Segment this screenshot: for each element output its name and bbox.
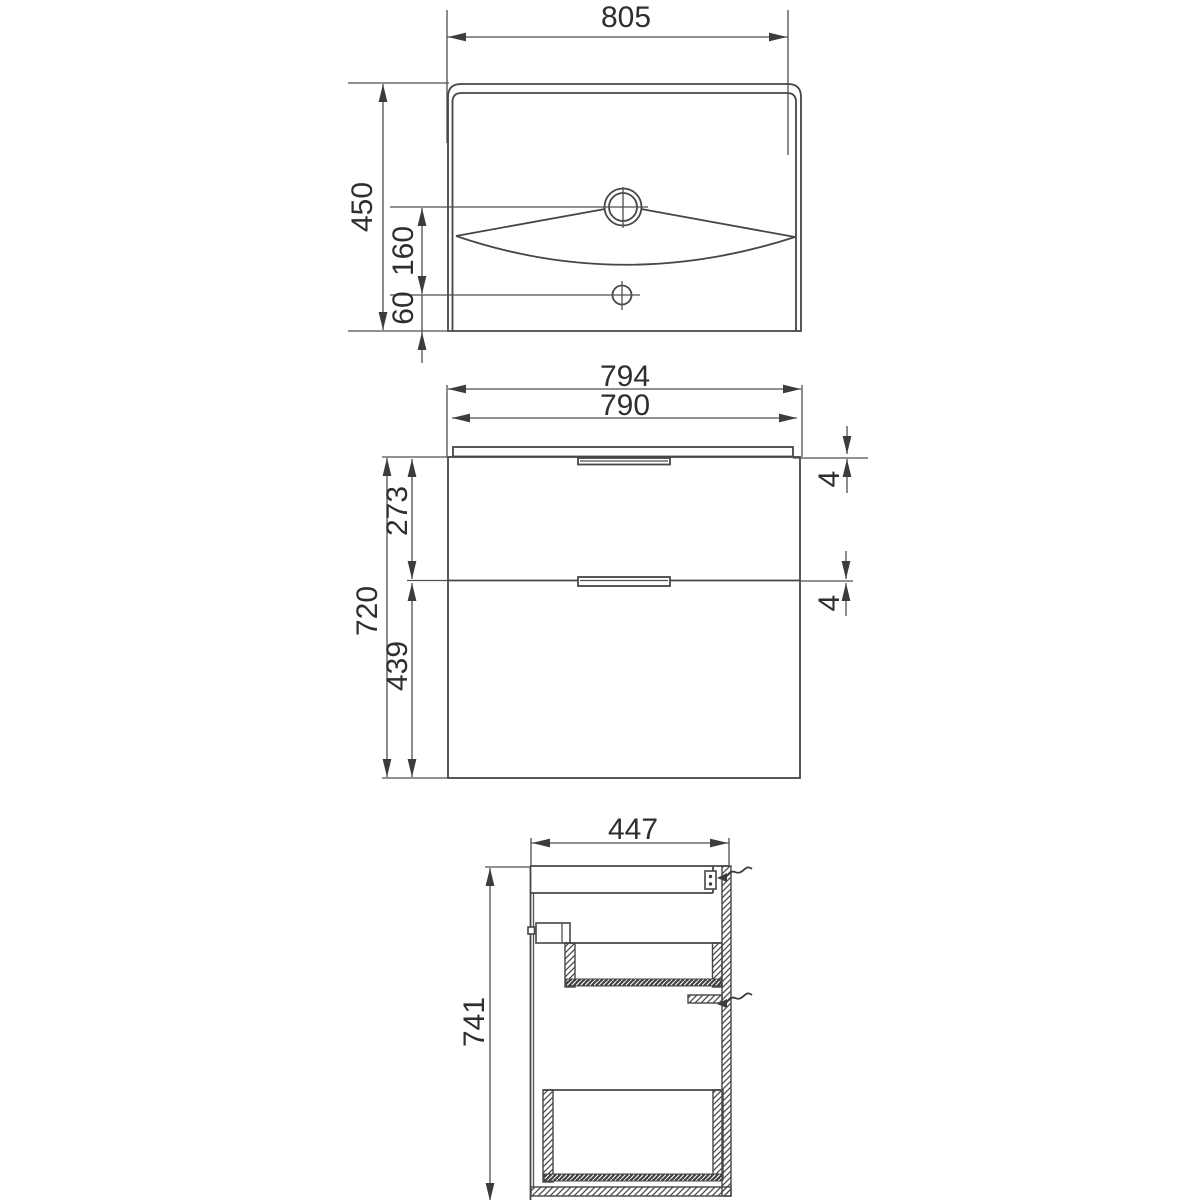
top-panel (453, 447, 793, 457)
side-view-section (458, 813, 752, 1200)
basin-edge-left (456, 209, 605, 236)
dim-basin-width (447, 1, 788, 155)
lower-drawer-handle (578, 577, 670, 586)
dim-upper-drawer-height (381, 459, 448, 581)
dim-overflow-offset-label: 60 (387, 291, 420, 325)
drawer-slide-clip (528, 927, 535, 934)
dim-section-depth-label: 447 (607, 813, 659, 846)
dim-top-gap (793, 426, 868, 493)
drawer-bottom-section (544, 1174, 722, 1181)
dim-overflow-offset (387, 291, 426, 363)
front-view-cabinet (351, 360, 868, 778)
dim-body-width (452, 389, 797, 422)
top-view-basin (346, 1, 801, 363)
basin-front-curve (456, 236, 795, 265)
dim-middle-gap (800, 551, 853, 616)
dim-body-width-label: 790 (599, 389, 651, 422)
dim-middle-gap-label: 4 (813, 594, 846, 612)
dim-basin-width-label: 805 (600, 1, 652, 34)
dim-tap-hole-offset (387, 207, 640, 295)
dim-cabinet-height-label: 720 (351, 585, 384, 637)
dim-top-gap-label: 4 (813, 470, 846, 488)
wall-bracket (705, 871, 716, 889)
dim-section-height (458, 867, 531, 1200)
upper-drawer-section (528, 923, 722, 987)
section-outline (530, 866, 731, 1200)
drawer-bottom-section (566, 979, 721, 986)
dim-lower-drawer-height-label: 439 (381, 640, 414, 692)
cross-rail-section (688, 995, 722, 1003)
dim-tap-hole-offset-label: 160 (387, 225, 420, 277)
drawer-back-section (713, 1090, 723, 1180)
lower-drawer-section (543, 1090, 723, 1182)
cabinet-outline (448, 447, 800, 778)
dim-upper-drawer-height-label: 273 (381, 485, 414, 537)
cabinet-body (448, 457, 800, 778)
faucet-hole (605, 187, 649, 228)
drawer-slide-box (536, 923, 570, 943)
dim-top-panel-width-label: 794 (599, 360, 651, 393)
basin-edge-right (641, 209, 795, 237)
dim-section-depth (531, 813, 729, 866)
dim-section-height-label: 741 (458, 996, 491, 1048)
dim-lower-drawer-height (381, 583, 416, 777)
drawer-front-section (543, 1090, 553, 1182)
dim-basin-depth-label: 450 (346, 181, 379, 233)
bottom-panel-section (531, 1187, 731, 1196)
upper-drawer-handle (578, 458, 670, 465)
